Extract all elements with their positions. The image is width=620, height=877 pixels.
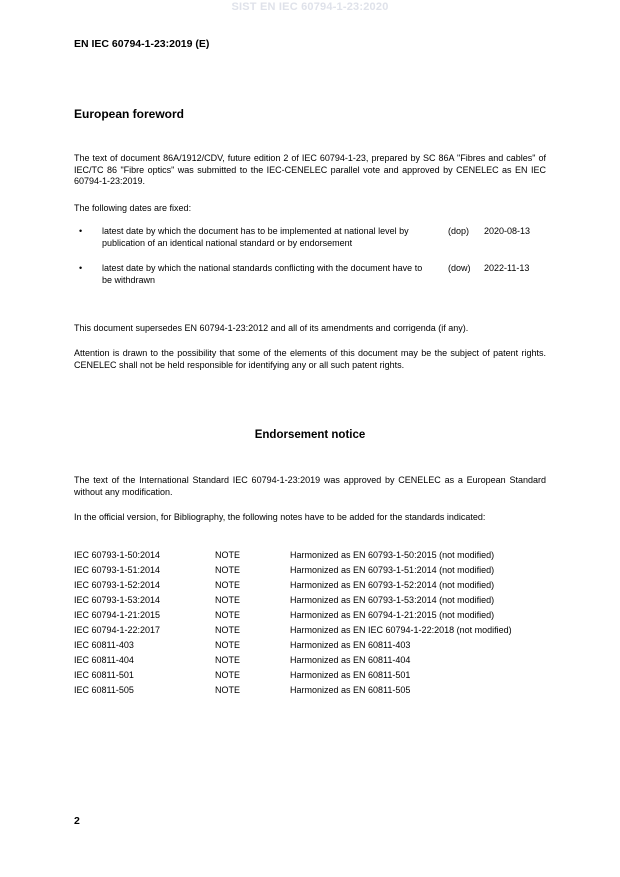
watermark: SIST EN IEC 60794-1-23:2020 <box>231 1 389 13</box>
note-cell: NOTE <box>215 565 241 575</box>
table-row <box>74 608 554 623</box>
date-item-code: (dop) <box>448 226 470 236</box>
harmonized-cell: Harmonized as EN 60811-403 <box>290 640 411 650</box>
table-row <box>74 653 554 668</box>
harmonized-cell: Harmonized as EN 60793-1-50:2015 (not modified) <box>290 550 495 560</box>
note-cell: NOTE <box>215 580 241 590</box>
table-row <box>74 623 554 638</box>
standard-cell: IEC 60811-501 <box>74 670 134 680</box>
harmonized-cell: Harmonized as EN 60811-501 <box>290 670 411 680</box>
harmonized-cell: Harmonized as EN 60811-505 <box>290 685 411 695</box>
bullet: • <box>79 226 83 236</box>
note-cell: NOTE <box>215 550 241 560</box>
table-row <box>74 683 554 698</box>
standard-cell: IEC 60794-1-22:2017 <box>74 625 161 635</box>
harmonized-cell: Harmonized as EN IEC 60794-1-22:2018 (not modified) <box>290 625 512 635</box>
notes-intro: In the official version, for Bibliography, the following notes have to be added for the standards indicated: <box>74 512 486 522</box>
note-cell: NOTE <box>215 610 241 620</box>
supersedes-paragraph: This document supersedes EN 60794-1-23:2012 and all of its amendments and corrigenda (if any). <box>74 323 469 333</box>
standard-cell: IEC 60811-403 <box>74 640 134 650</box>
note-cell: NOTE <box>215 670 241 680</box>
note-cell: NOTE <box>215 655 241 665</box>
bullet: • <box>79 263 83 273</box>
table-row <box>74 593 554 608</box>
standard-cell: IEC 60793-1-53:2014 <box>74 595 161 605</box>
note-cell: NOTE <box>215 685 241 695</box>
foreword-intro: The text of document 86A/1912/CDV, future edition 2 of IEC 60794-1-23, prepared by SC 86A "Fibres and cables" of IEC/TC 86 "Fibre optics" was submitted to the IEC-CENELEC parallel vote and approved by CENELEC as EN IEC 60794-1-23:2019. <box>74 153 546 186</box>
standard-cell: IEC 60794-1-21:2015 <box>74 610 161 620</box>
harmonized-cell: Harmonized as EN 60811-404 <box>290 655 411 665</box>
standard-cell: IEC 60811-404 <box>74 655 134 665</box>
table-row <box>74 548 554 563</box>
table-row <box>74 563 554 578</box>
date-item-code: (dow) <box>448 263 471 273</box>
standard-cell: IEC 60811-505 <box>74 685 134 695</box>
table-row <box>74 638 554 653</box>
table-row <box>74 668 554 683</box>
standards-table <box>74 548 554 698</box>
harmonized-cell: Harmonized as EN 60794-1-21:2015 (not modified) <box>290 610 495 620</box>
harmonized-cell: Harmonized as EN 60793-1-51:2014 (not modified) <box>290 565 495 575</box>
table-row <box>74 578 554 593</box>
note-cell: NOTE <box>215 640 241 650</box>
note-cell: NOTE <box>215 625 241 635</box>
harmonized-cell: Harmonized as EN 60793-1-52:2014 (not modified) <box>290 580 495 590</box>
foreword-heading: European foreword <box>74 107 185 121</box>
date-item-text: latest date by which the document has to be implemented at national level by publication of an identical national standard or by endorsement <box>102 226 409 248</box>
standard-cell: IEC 60793-1-50:2014 <box>74 550 161 560</box>
endorsement-intro: The text of the International Standard IEC 60794-1-23:2019 was approved by CENELEC as a European Standard without any modification. <box>74 475 546 497</box>
note-cell: NOTE <box>215 595 241 605</box>
date-item-date: 2022-11-13 <box>484 263 530 273</box>
date-item-date: 2020-08-13 <box>484 226 531 236</box>
endorsement-heading: Endorsement notice <box>254 429 366 441</box>
standard-cell: IEC 60793-1-52:2014 <box>74 580 161 590</box>
dates-intro: The following dates are fixed: <box>74 203 192 213</box>
date-item-text: latest date by which the national standards conflicting with the document have to be withdrawn <box>102 263 423 285</box>
document-id: EN IEC 60794-1-23:2019 (E) <box>74 38 210 50</box>
page-number: 2 <box>74 815 80 827</box>
attention-paragraph: Attention is drawn to the possibility that some of the elements of this document may be the subject of patent rights. CENELEC shall not be held responsible for identifying any or all such patent rights. <box>74 348 546 370</box>
standard-cell: IEC 60793-1-51:2014 <box>74 565 161 575</box>
harmonized-cell: Harmonized as EN 60793-1-53:2014 (not modified) <box>290 595 495 605</box>
